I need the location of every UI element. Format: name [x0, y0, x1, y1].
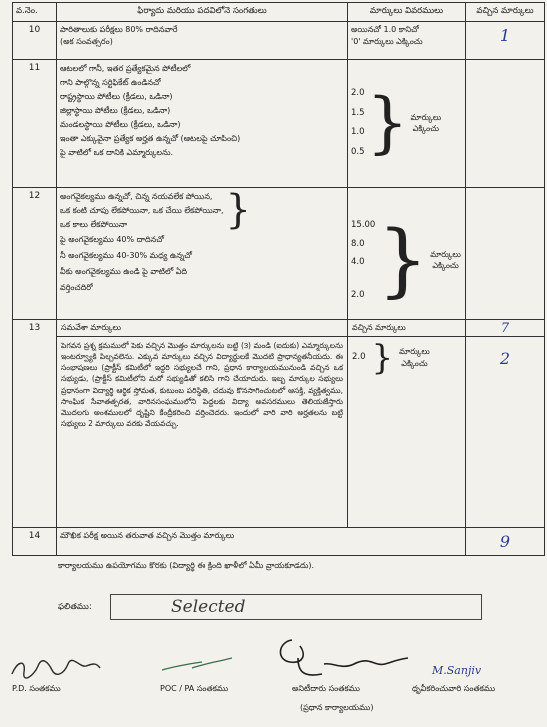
signature-label-pd: P.D. సంతకము — [12, 684, 61, 693]
interview-title: సమవేశా మార్కులు — [57, 320, 347, 337]
row-marks-details — [348, 188, 466, 320]
marks-value: 2.0 — [351, 88, 365, 98]
brace-icon: } — [371, 337, 394, 378]
description-line: ఒక కాలు లేకపోయినా — [60, 220, 128, 229]
table-row — [13, 22, 545, 60]
brace-icon: } — [377, 213, 429, 307]
handwritten-mark: 2 — [499, 349, 511, 368]
description-line: జిల్లాస్థాయి పోటీలు (క్రీడలు, ఒడినా) — [60, 106, 171, 115]
result-value: Selected — [171, 597, 246, 617]
row-marks-details — [348, 22, 466, 60]
table-header-row — [13, 3, 545, 22]
signature-authority — [262, 634, 412, 682]
signature-poc — [158, 654, 238, 676]
office-use-note: కార్యాలయము ఉపయోగము కొరకు (విద్యార్థి ఈ క్రింది ఖాళీలో ఏమీ వ్రాయకూడదు). — [58, 561, 315, 570]
signature-label-poc: POC / PA సంతకము — [160, 684, 229, 693]
description-line: మండలస్థాయి పోటీలు (క్రీడలు, ఒడినా) — [60, 120, 181, 129]
marks-line: అయినచో 1.0 కానిచో — [351, 25, 419, 34]
row-marks-obtained — [466, 22, 545, 60]
signature-label-authority: అనిటీదారు సంతకము — [292, 684, 360, 693]
row-number: 12 — [13, 188, 57, 320]
row-marks-obtained — [466, 320, 545, 528]
table-row — [13, 60, 545, 188]
header-marks-obtained: వచ్చిన మార్కులు — [466, 3, 545, 22]
marks-value: 2.0 — [352, 352, 366, 363]
description-line: ఆటలలో గానీ, ఇతర ప్రత్యేకమైన పోటీలలో — [60, 64, 191, 73]
handwritten-mark: 7 — [500, 321, 510, 336]
row-description: మౌఖిక పరీక్ష అయిన తరువాత వచ్చిన మొత్తం మార్కులు — [57, 528, 466, 556]
marks-label: ఎక్కించు — [432, 261, 459, 271]
signature-verifier-handwritten: M.Sanjiv — [432, 664, 482, 677]
marks-subheader: వచ్చిన మార్కులు — [348, 320, 465, 337]
signature-label-verifier: ధృవీకరించువారి సంతకము — [412, 684, 496, 693]
interview-paragraph: పెగవన ప్రశ్న క్రమములో పెకు వచ్చిన మొత్తం మార్కులను బట్టి (౩) మండి (ఐదుకు) ఎమ్మార్కులను ఇంటర్వ్యూకి పిల్చవలెను. ఎక్కువ మార్కులు వచ్చిన విద్యార్థులకే మొదటి ప్రాధాన్యతనీయదు. ఈ సంభాషణలు (ప్రాక్టీస్ కమిటీలో ఇద్దరి సభ్యులచే గాని, ప్రధాన కార్యాలయమునుండి వచ్చిన ఒక సభ్యుడు, (ప్రాక్టీస్ కమిటీలోని మరో సభ్యుడితో కలిసి గాని చేయాదురు. ఇబ్బ మార్కుల సభ్యులు ప్రధానంగా విద్యార్థి ఆర్థిక స్తోమత, కుటుంబ పరిస్థితి, చదువు కొనసాగించుటలో ఆసక్తి, వ్యక్తిత్వము, సాంఘిక సేవాతత్పరత, వారినసంఘములోని పెద్దలకు విద్యా అవసరములు తెలియజేస్తారు మొదలగు అంశములలో దృష్టిని కేంద్రీకరించి వర్తించెదరు. ఇందులో వారి వారి అర్హతలను బట్టి సభ్యులు 2 మార్కులు వరకు వేయవచ్చు. — [61, 340, 343, 429]
row-marks-obtained — [466, 528, 545, 556]
row-description — [57, 22, 348, 60]
row-description — [57, 320, 348, 528]
table-row — [13, 528, 545, 556]
marks-table — [12, 2, 545, 556]
marks-value: 8.0 — [351, 238, 365, 249]
row-number: 14 — [13, 528, 57, 556]
row-marks-obtained — [466, 60, 545, 188]
handwritten-total: 9 — [499, 532, 511, 551]
description-line: (అక సంవత్సరం) — [60, 36, 113, 46]
row-number: 13 — [13, 320, 57, 528]
marks-value: 2.0 — [351, 290, 365, 301]
description-line: వర్తించదిరో — [60, 283, 93, 292]
result-field — [110, 594, 482, 620]
description-line: గాని పాల్గొన్న సర్టిఫికేట్ ఉండినచో — [60, 78, 161, 87]
result-label: ఫలితము: — [58, 602, 92, 612]
description-line: అంగవైకల్యము ఉన్నచో, చిన్న నయవలేక పోయిన, — [60, 192, 213, 201]
description-line: నీ అంగవైకల్యము 40-30% మధ్య ఉన్నచో — [60, 251, 192, 260]
signature-pd — [8, 656, 103, 682]
description-line: పై అంగవైకల్యము 40% దాదినచో — [60, 235, 164, 244]
marks-value: 15.00 — [351, 220, 376, 230]
marks-label: మార్కులు — [430, 249, 461, 259]
marks-label: ఎక్కించు — [412, 124, 440, 134]
header-serial-no: వ.నెం. — [13, 3, 57, 22]
marks-label: ఎక్కించు — [401, 358, 428, 368]
table-row — [13, 188, 545, 320]
description-line: రాష్ట్రస్థాయి పోటీలు (క్రీడలు, ఒడినా) — [60, 92, 173, 101]
handwritten-mark: 1 — [499, 26, 511, 45]
brace-icon: } — [225, 187, 251, 233]
marks-label: మార్కులు — [399, 347, 430, 356]
row-description — [57, 60, 348, 188]
description-line: పారితాలుకు పరీక్షలు 80% రాదినవారే — [60, 25, 178, 34]
row-marks-details — [348, 320, 466, 528]
marks-value: 4.0 — [351, 257, 365, 268]
marks-label: మార్కులు — [410, 112, 442, 122]
row-number: 10 — [13, 22, 57, 60]
head-office-label: (ప్రధాన కార్యాలయము) — [300, 703, 374, 712]
row-number: 11 — [13, 60, 57, 188]
header-marks-details: మార్కులు వివరములు — [348, 3, 466, 22]
marks-value: 0.5 — [351, 146, 365, 157]
description-line: పై వాటిలో ఒక దానికి ఎమ్మార్కులను. — [60, 148, 174, 157]
table-row — [13, 320, 545, 528]
description-line: వీకు అంగవైకల్యము ఉండి పై వాటిలో ఏది — [60, 267, 188, 276]
marks-value: 1.0 — [351, 127, 365, 138]
row-description — [57, 188, 348, 320]
description-line: ఒక కంటి చూపు లేకపోయినా, ఒక చేయి లేకపోయినా, — [60, 206, 224, 215]
row-marks-obtained — [466, 188, 545, 320]
row-marks-details — [348, 60, 466, 188]
marks-line: '0' మార్కులు ఎక్కించు — [351, 36, 423, 46]
marks-value: 1.5 — [351, 107, 365, 118]
description-line: ఇంతా ఎక్కువైనా ప్రత్యేక అర్హత ఉన్నచో (ఆటలపై చూపించి) — [60, 134, 241, 143]
header-description: ఫిర్యాదు మరియు పదవిలోనె సంగతులు — [57, 3, 348, 22]
brace-icon: } — [366, 84, 409, 162]
